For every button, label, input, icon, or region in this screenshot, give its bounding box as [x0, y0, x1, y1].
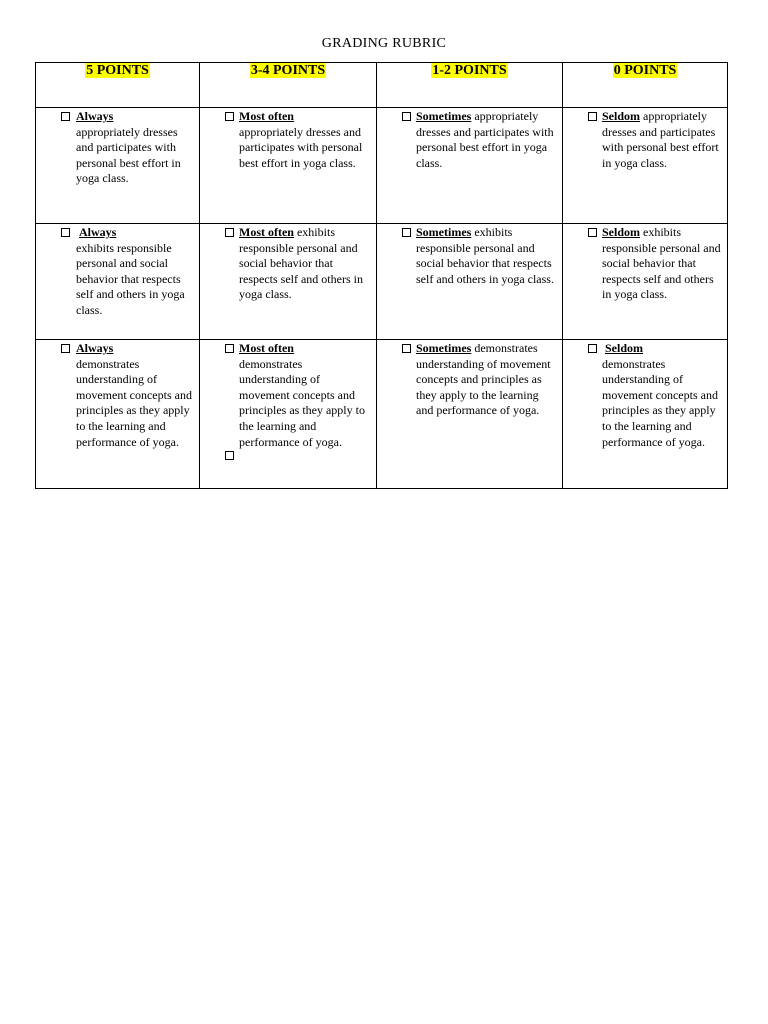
frequency-label: Sometimes: [416, 341, 472, 355]
checkbox[interactable]: [402, 228, 411, 237]
criterion-text: appropriately dresses and participates with personal best effort in yoga class.: [239, 124, 363, 170]
criterion-text: demonstrates understanding of movement concepts and principles as they apply to the learning and performance of yoga.: [76, 356, 192, 449]
checkbox[interactable]: [61, 228, 70, 237]
frequency-label: Sometimes: [416, 225, 472, 239]
frequency-label: Most often: [239, 225, 294, 239]
checkbox[interactable]: [225, 451, 234, 460]
rubric-row-understanding: [36, 340, 728, 489]
cell-sometimes-behavior: [377, 224, 563, 340]
cell-most-often-understanding: [200, 340, 377, 489]
frequency-label: Seldom: [602, 109, 641, 123]
frequency-label: Always: [76, 341, 114, 355]
header-0-points: [563, 63, 728, 108]
criterion-text: exhibits responsible personal and social behavior that respects self and others in yoga class.: [416, 225, 554, 286]
cell-always-behavior: [36, 224, 200, 340]
frequency-label: Always: [76, 109, 114, 123]
frequency-label: Most often: [239, 109, 294, 123]
frequency-label: Always: [79, 225, 117, 239]
checkbox[interactable]: [588, 228, 597, 237]
rubric-row-behavior: [36, 224, 728, 340]
frequency-label: Seldom: [605, 341, 644, 355]
cell-sometimes-participation: [377, 108, 563, 224]
checkbox[interactable]: [225, 112, 234, 121]
checkbox[interactable]: [225, 228, 234, 237]
cell-most-often-behavior: [200, 224, 377, 340]
criterion-text: exhibits responsible personal and social behavior that respects self and others in yoga class.: [239, 225, 363, 302]
checkbox[interactable]: [588, 344, 597, 353]
criterion-text: demonstrates understanding of movement concepts and principles as they apply to the learning and performance of yoga.: [239, 356, 365, 449]
criterion-text: appropriately dresses and participates with personal best effort in yoga class.: [76, 124, 181, 186]
header-label: 5 POINTS: [86, 63, 149, 78]
checkbox[interactable]: [225, 344, 234, 353]
cell-seldom-behavior: [563, 224, 728, 340]
rubric-row-participation: [36, 108, 728, 224]
checkbox[interactable]: [402, 112, 411, 121]
cell-always-understanding: [36, 340, 200, 489]
checkbox[interactable]: [61, 344, 70, 353]
criterion-text: demonstrates understanding of movement concepts and principles as they apply to the learning and performance of yoga.: [602, 356, 718, 449]
cell-sometimes-understanding: [377, 340, 563, 489]
criterion-text: exhibits responsible personal and social behavior that respects self and others in yoga class.: [76, 240, 185, 317]
checkbox[interactable]: [402, 344, 411, 353]
header-label: 0 POINTS: [613, 63, 677, 78]
criterion-text: exhibits responsible personal and social behavior that respects self and others in yoga class.: [602, 225, 721, 302]
criterion-text: appropriately dresses and participates with personal best effort in yoga class.: [416, 109, 554, 170]
frequency-label: Sometimes: [416, 109, 472, 123]
page-title: GRADING RUBRIC: [321, 36, 447, 51]
checkbox[interactable]: [588, 112, 597, 121]
header-label: 1-2 POINTS: [432, 63, 507, 78]
header-label: 3-4 POINTS: [250, 63, 326, 78]
checkbox[interactable]: [61, 112, 70, 121]
frequency-label: Seldom: [602, 225, 641, 239]
cell-most-often-participation: [200, 108, 377, 224]
criterion-text: appropriately dresses and participates with personal best effort in yoga class.: [602, 109, 719, 170]
cell-always-participation: [36, 108, 200, 224]
header-row: [36, 63, 728, 108]
criterion-text: demonstrates understanding of movement concepts and principles as they apply to the learning and performance of yoga.: [416, 341, 551, 418]
cell-seldom-understanding: [563, 340, 728, 489]
header-5-points: [36, 63, 200, 108]
grading-rubric-table: [35, 62, 728, 489]
frequency-label: Most often: [239, 341, 294, 355]
cell-seldom-participation: [563, 108, 728, 224]
header-3-4-points: [200, 63, 377, 108]
header-1-2-points: [377, 63, 563, 108]
